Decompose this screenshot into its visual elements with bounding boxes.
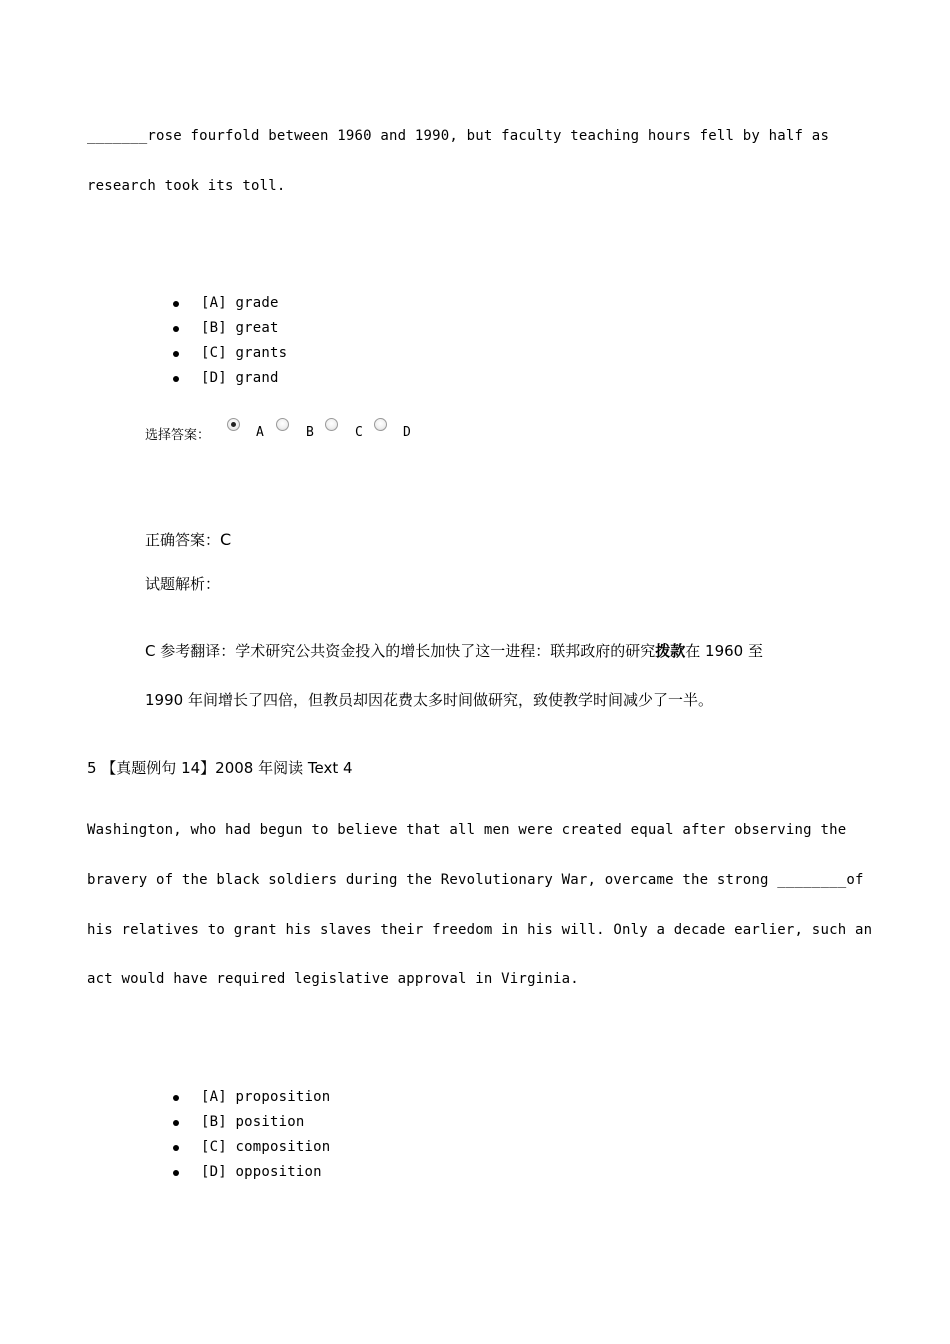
q5-stem-line-3: his relatives to grant his slaves their freedom in his will. Only a decade earlier, such an [87,922,873,938]
radio-answer-d[interactable] [374,418,387,431]
correct-answer-value: C [220,530,232,549]
bullet-icon [173,1170,179,1176]
q5-option-d: [D] opposition [170,1160,330,1185]
q4-stem-line-1: _______rose fourfold between 1960 and 1990, but faculty teaching hours fell by half as [87,128,830,144]
radio-answer-a[interactable] [227,418,240,431]
explanation-line-2: 1990 年间增长了四倍，但教员却因花费太多时间做研究，致使教学时间减少了一半。 [145,691,713,709]
bullet-icon [173,351,179,357]
q5-stem-line-4: act would have required legislative approval in Virginia. [87,971,579,987]
analysis-label: 试题解析： [145,575,221,593]
q5-heading: 5 【真题例句 14】2008 年阅读 Text 4 [87,759,353,777]
correct-answer-label: 正确答案： [145,531,221,549]
correct-answer [145,529,231,550]
bullet-icon [173,1120,179,1126]
q4-option-a: [A] grade [170,291,287,316]
bullet-icon [173,1095,179,1101]
bullet-icon [173,301,179,307]
q4-option-d: [D] grand [170,366,287,391]
radio-label-d: D [403,425,411,440]
radio-label-a: A [256,425,264,440]
q4-option-c: [C] grants [170,341,287,366]
bullet-icon [173,1145,179,1151]
explanation-highlight: 拨款 [655,642,686,660]
q4-option-b: [B] great [170,316,287,341]
q5-stem-line-2: bravery of the black soldiers during the Revolutionary War, overcame the strong ________of [87,872,864,888]
q4-stem-line-2: research took its toll. [87,178,286,194]
bullet-icon [173,376,179,382]
q4-option-list [170,291,287,391]
q5-option-c: [C] composition [170,1135,330,1160]
bullet-icon [173,326,179,332]
radio-answer-b[interactable] [276,418,289,431]
explanation-line-1: C 参考翻译：学术研究公共资金投入的增长加快了这一进程：联邦政府的研究拨款在 1960 至 [145,642,763,660]
q5-option-a: [A] proposition [170,1085,330,1110]
q5-option-list [170,1085,330,1185]
q5-option-b: [B] position [170,1110,330,1135]
select-answer-label: 选择答案： [145,428,211,443]
radio-label-c: C [355,425,363,440]
radio-answer-c[interactable] [325,418,338,431]
radio-label-b: B [306,425,314,440]
q5-stem-line-1: Washington, who had begun to believe that all men were created equal after observing the [87,822,847,838]
